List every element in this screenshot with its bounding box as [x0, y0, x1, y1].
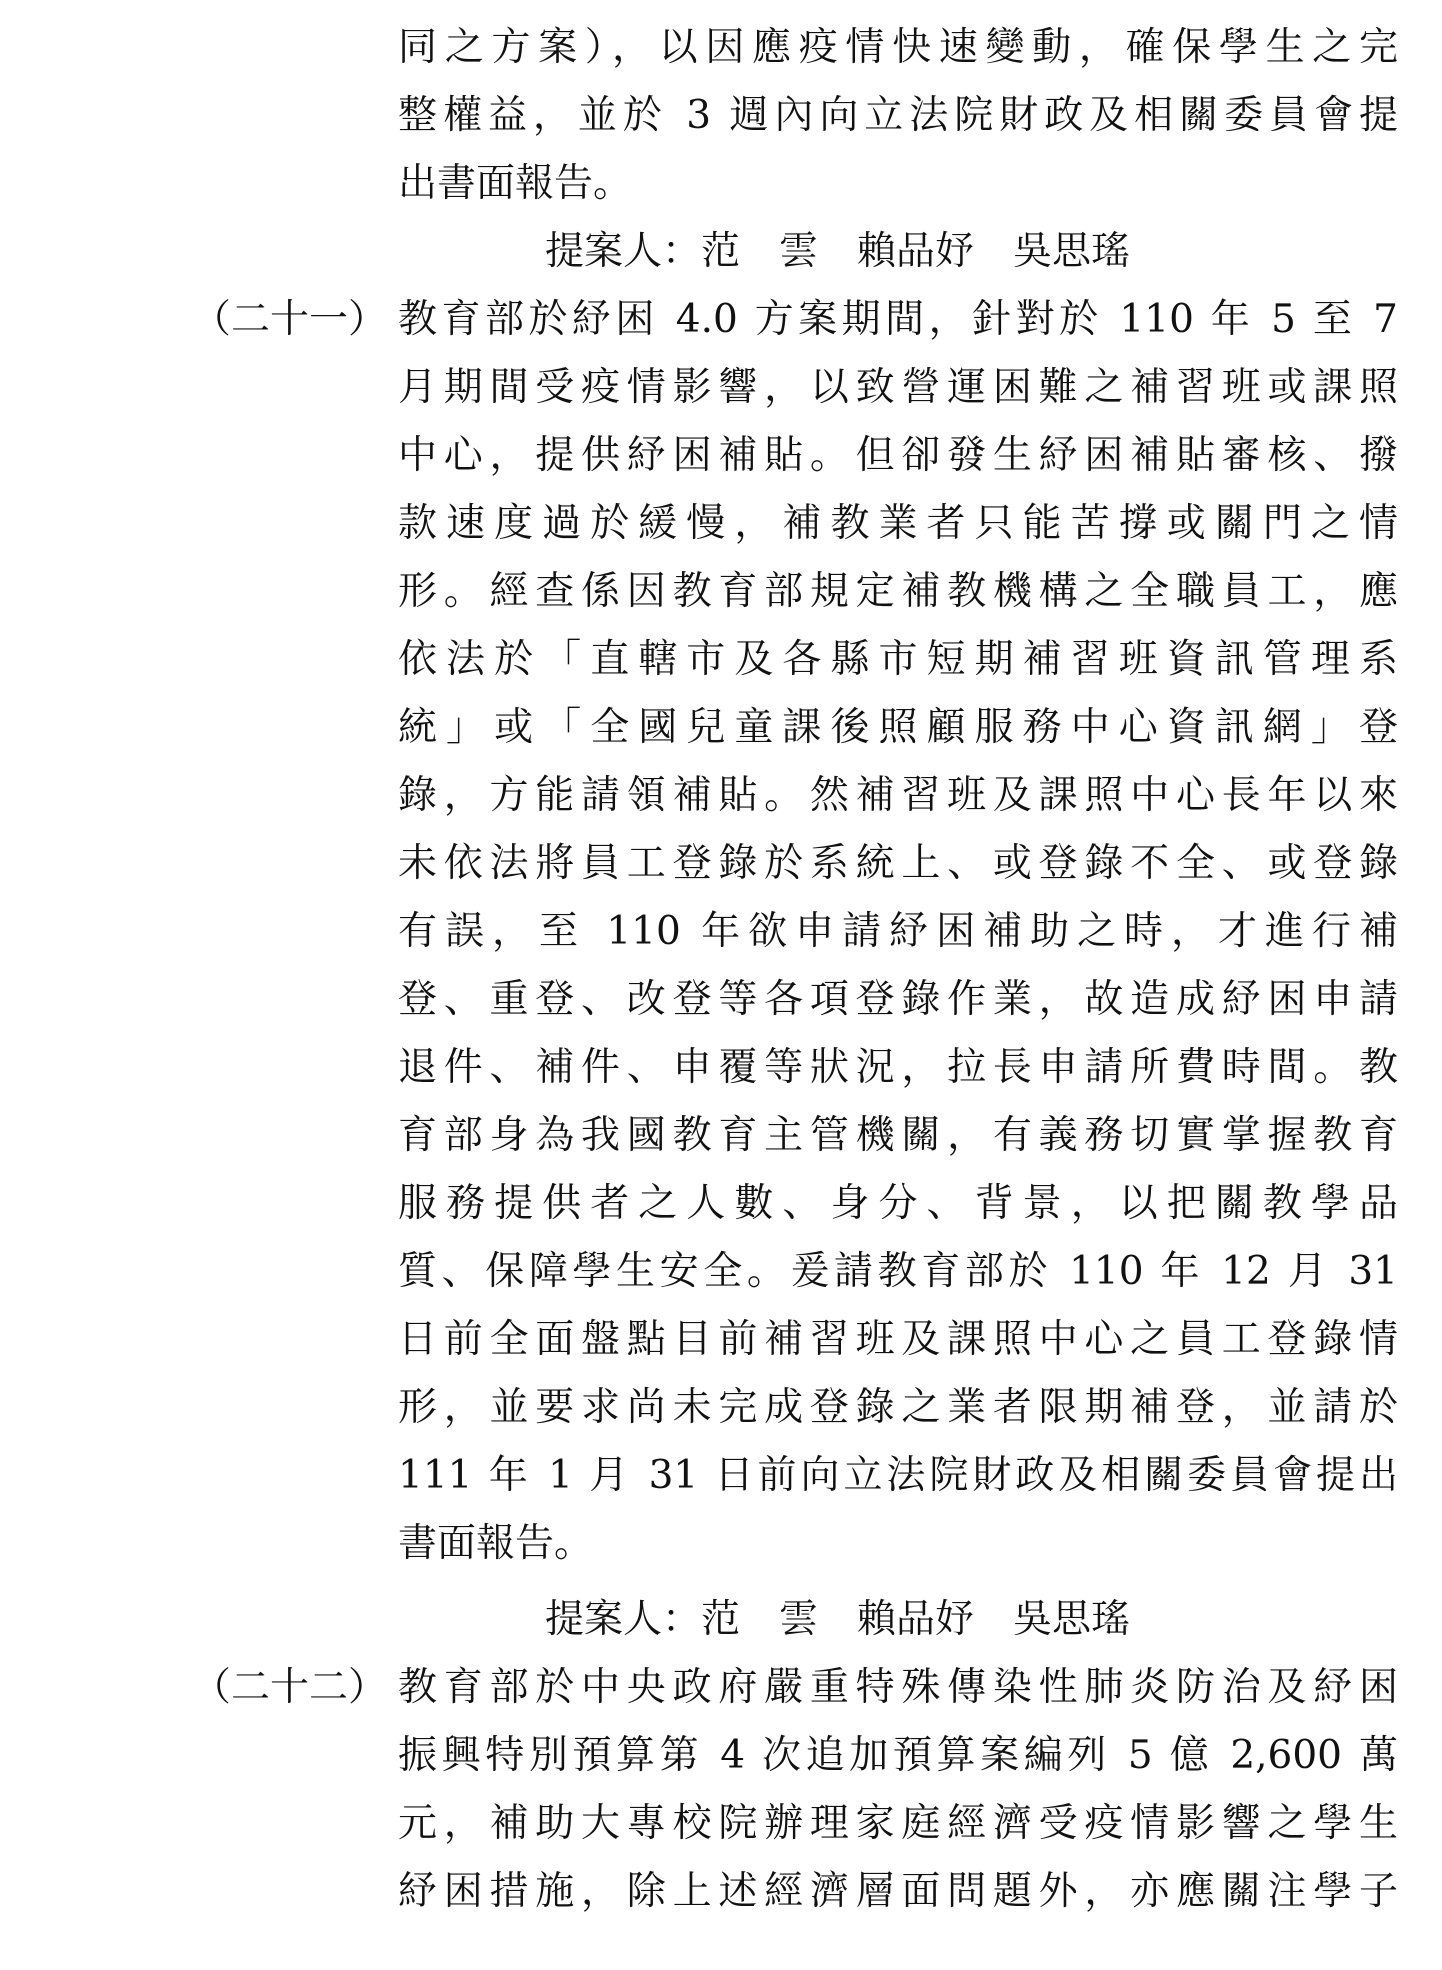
text-line: 教育部於紓困 4.0 方案期間，針對於 110 年 5 至 7 [398, 297, 1398, 342]
text-line: 元，補助大專校院辦理家庭經濟受疫情影響之學生 [398, 1801, 1398, 1846]
proposer-line: 提案人：范 雲 賴品妤 吳思瑤 [545, 1597, 1131, 1642]
text-line: 登、重登、改登等各項登錄作業，故造成紓困申請 [398, 977, 1398, 1022]
item-label: （二十二） [192, 1665, 388, 1710]
text-line: 同之方案），以因應疫情快速變動，確保學生之完 [398, 25, 1398, 70]
item-label: （二十一） [192, 297, 388, 342]
text-line: 形。經查係因教育部規定補教機構之全職員工，應 [398, 569, 1398, 614]
text-line: 日前全面盤點目前補習班及課照中心之員工登錄情 [398, 1317, 1398, 1362]
text-line: 書面報告。 [398, 1521, 594, 1566]
text-line: 紓困措施，除上述經濟層面問題外，亦應關注學子 [398, 1869, 1398, 1914]
proposer-line: 提案人：范 雲 賴品妤 吳思瑤 [545, 229, 1131, 274]
text-line: 月期間受疫情影響，以致營運困難之補習班或課照 [398, 365, 1398, 410]
text-line: 育部身為我國教育主管機關，有義務切實掌握教育 [398, 1113, 1398, 1158]
text-line: 依法於「直轄市及各縣市短期補習班資訊管理系 [398, 637, 1398, 682]
text-line: 有誤，至 110 年欲申請紓困補助之時，才進行補 [398, 909, 1398, 954]
text-line: 出書面報告。 [398, 161, 633, 206]
text-line: 質、保障學生安全。爰請教育部於 110 年 12 月 31 [398, 1249, 1398, 1294]
text-line: 服務提供者之人數、身分、背景，以把關教學品 [398, 1181, 1398, 1226]
text-line: 統」或「全國兒童課後照顧服務中心資訊網」登 [398, 705, 1398, 750]
text-line: 未依法將員工登錄於系統上、或登錄不全、或登錄 [398, 841, 1398, 886]
text-line: 整權益，並於 3 週內向立法院財政及相關委員會提 [398, 93, 1398, 138]
text-line: 111 年 1 月 31 日前向立法院財政及相關委員會提出 [398, 1453, 1398, 1498]
text-line: 振興特別預算第 4 次追加預算案編列 5 億 2,600 萬 [398, 1733, 1398, 1778]
text-line: 中心，提供紓困補貼。但卻發生紓困補貼審核、撥 [398, 433, 1398, 478]
text-line: 教育部於中央政府嚴重特殊傳染性肺炎防治及紓困 [398, 1665, 1398, 1710]
text-line: 退件、補件、申覆等狀況，拉長申請所費時間。教 [398, 1045, 1398, 1090]
text-line: 錄，方能請領補貼。然補習班及課照中心長年以來 [398, 773, 1398, 818]
text-line: 款速度過於緩慢，補教業者只能苦撐或關門之情 [398, 501, 1398, 546]
text-line: 形，並要求尚未完成登錄之業者限期補登，並請於 [398, 1385, 1398, 1430]
